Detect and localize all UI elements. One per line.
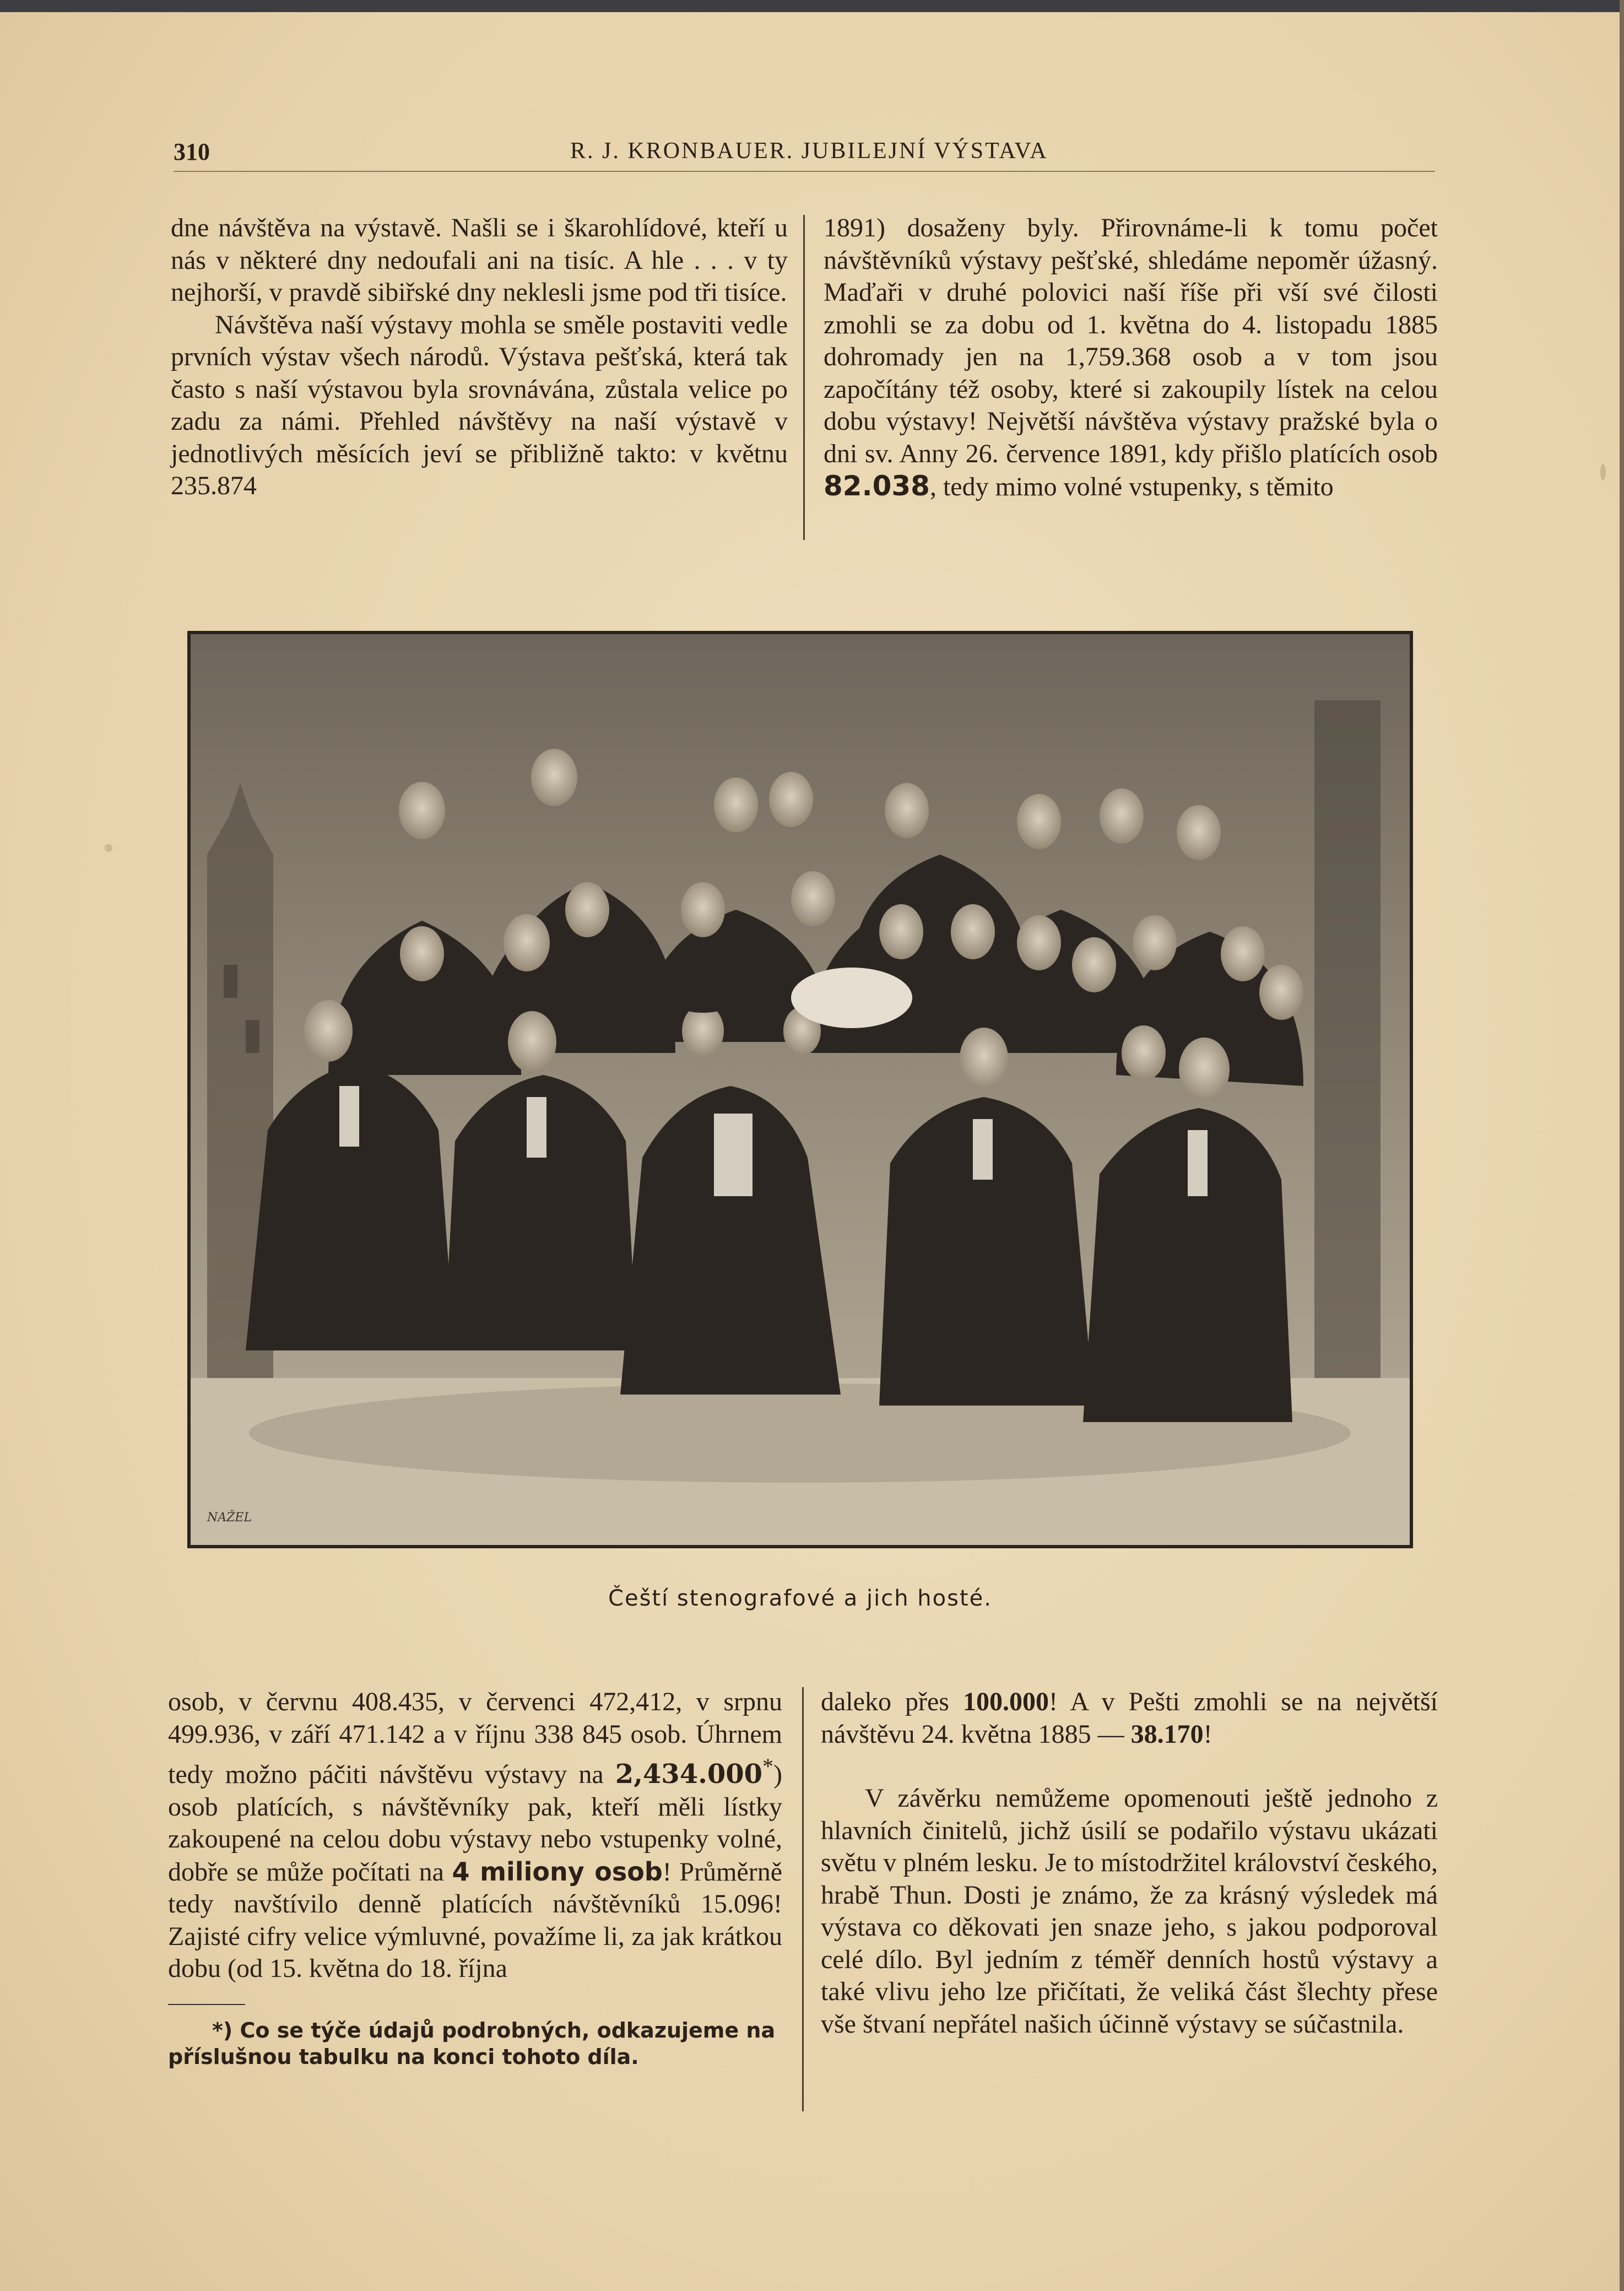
text-column-bottom-right [821,1686,1438,2040]
text-column-bottom-left [168,1686,782,2070]
paragraph-text: osob, v červnu 408.435, v červenci 472,412, v srpnu 499.936, v září 471.142 a v říjnu 338 845 osob. Úhrnem tedy možno páčiti návštěvu výstavy na [168,1687,782,1789]
column-divider [803,215,805,540]
paragraph [168,1686,782,1985]
page-number: 310 [174,138,210,165]
bold-number: 82.038 [824,470,930,502]
scan-right-edge [1620,0,1624,2291]
paragraph: dne návštěva na výstavě. Našli se i škarohlídové, kteří u nás v některé dny nedoufali ani na tisíc. A hle . . . v ty nejhorší, v pravdě sibiřské dny neklesli jsme pod tři tisíce. [171,213,788,307]
footnote-separator [168,2004,245,2005]
paragraph: V závěrku nemůžeme opomenouti ještě jednoho z hlavních činitelů, jichž úsilí se podařilo výstavu ukázati světu v plném lesku. Je to místodržitel království českého, hrabě Thun. Dosti je známo, že za krásný výsledek má výstava co děkovati jen snaze jeho, s jakou podporoval celé dílo. Byl jedním z téměř denních hostů výstavy a také vlivu jeho lze přičítati, že veliká část šlechty přese vše štvaní nepřátel našich účinně výstavy se súčastnila. [821,1784,1438,2039]
photo-illustration [191,634,1410,1545]
running-title: R. J. KRONBAUER. JUBILEJNÍ VÝSTAVA [570,138,1048,164]
footnote: *) Co se týče údajů podrobných, odkazujeme na příslušnou tabulku na konci tohoto díla. [168,2018,776,2069]
paragraph-text: 1891) dosaženy byly. Přirovnáme-li k tomu počet návštěvníků výstavy pešťské, shledáme nepoměr úžasný. Maďaři v druhé polovici naší říše při vší své čilosti zmohli se za dobu od 1. května do 4. listopadu 1885 dohromady jen na 1,759.368 osob a v tom jsou započítány též osoby, které si zakoupily lístek na celou dobu výstavy! Největší návštěva výstavy pražské byla o dni sv. Anny 26. července 1891, kdy přišlo platících osob [824,213,1438,468]
column-divider [802,1687,804,2111]
paragraph [824,212,1438,504]
paragraph: Návštěva naší výstavy mohla se směle postaviti vedle prvních výstav všech národů. Výstava pešťská, která tak často s naší výstavou byla srovnávána, zůstala velice po zadu za námi. Přehled návštěvy na naší výstavě v jednotlivých měsících jeví se přibližně takto: v květnu 235.874 [171,310,788,500]
photographer-signature: NAŽEL [207,1511,252,1525]
paragraph [821,1686,1438,1750]
paper-spot [105,844,112,852]
paper-spot [1600,464,1606,480]
scan-top-edge [0,0,1624,12]
text-column-top-right [824,212,1438,504]
paragraph-text: ) osob platících, s návštěvníky pak, kteří měli lístky zakoupené na celou dobu výstavy nebo vstupenky volné, dobře se může počítati na [168,1760,782,1887]
paragraph-text: ! [1203,1719,1212,1749]
bold-phrase: 4 miliony osob [452,1856,663,1887]
photo-caption: Čeští stenografové a jich hosté. [608,1586,992,1611]
bold-number: 38.170 [1130,1719,1204,1749]
bold-number: 100.000 [963,1687,1049,1716]
paragraph-text: ! Průměrně tedy navštívilo denně platících návštěvníků 15.096! Zajisté cifry velice výmluvné, považíme li, za jak krátkou dobu (od 15. května do 18. října [168,1857,783,1983]
paragraph-text: daleko přes [821,1687,963,1716]
group-photograph [187,631,1413,1548]
bold-number: 2,434.000 [615,1759,763,1790]
paragraph-text: , tedy mimo volné vstupenky, s těmito [929,472,1334,501]
text-column-top-left [171,212,788,502]
footnote-mark: * [762,1754,774,1779]
paragraph-text: ! A v Pešti zmohli se na největší návštěvu 24. května 1885 — [821,1687,1438,1749]
page-header [174,132,1435,172]
